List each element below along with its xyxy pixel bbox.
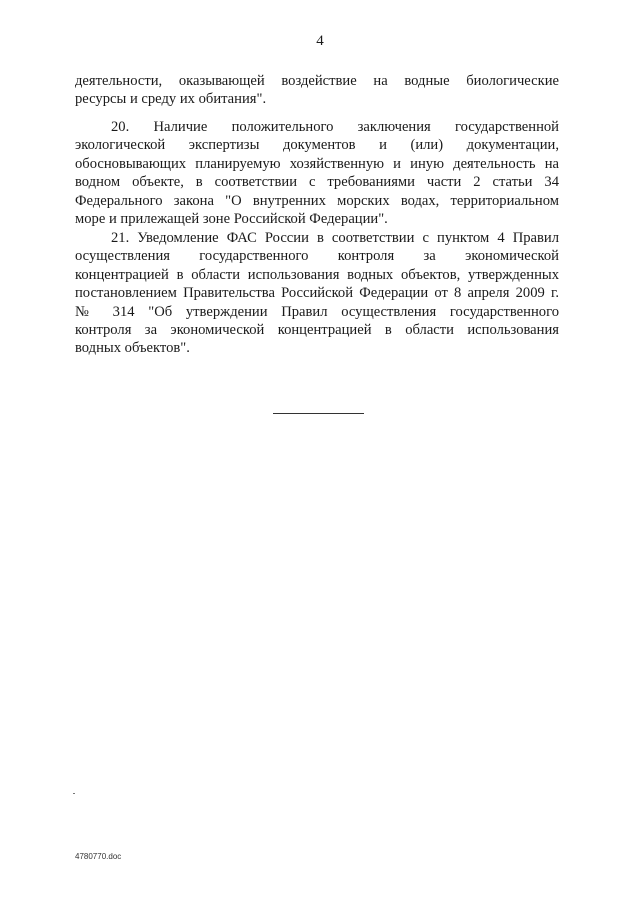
item-20-paragraph <box>75 118 559 228</box>
paragraph-continuation <box>75 72 559 109</box>
text-line: водных объектов". <box>75 340 190 357</box>
item-21-paragraph <box>75 229 559 358</box>
text-line: контроля за экономической концентрацией в области использования <box>75 321 559 338</box>
text-line: 20. Наличие положительного заключения государственной <box>111 119 559 135</box>
footer-document-code: 4780770.doc <box>75 852 122 861</box>
scan-mark <box>73 793 75 794</box>
text-line: водном объекте, в соответствии с требованиями части 2 статьи 34 <box>75 174 559 191</box>
text-line: обосновывающих планируемую хозяйственную и иную деятельность на <box>75 155 559 172</box>
text-line: осуществления государственного контроля за экономической <box>75 248 559 265</box>
text-line: 21. Уведомление ФАС России в соответствии с пунктом 4 Правил <box>111 230 559 246</box>
text-line: № 314 "Об утверждении Правил осуществления государственного <box>75 303 559 320</box>
text-line: деятельности, оказывающей воздействие на водные биологические <box>75 73 559 89</box>
text-line: экологической экспертизы документов и (или) документации, <box>75 137 559 154</box>
text-line: Федерального закона "О внутренних морских водах, территориальном <box>75 192 559 209</box>
text-line: ресурсы и среду их обитания". <box>75 91 267 108</box>
end-separator-line <box>273 413 364 414</box>
text-line: концентрацией в области использования водных объектов, утвержденных <box>75 266 559 283</box>
text-line: постановлением Правительства Российской Федерации от 8 апреля 2009 г. <box>75 285 559 302</box>
text-line: море и прилежащей зоне Российской Федерации". <box>75 210 388 227</box>
page-number: 4 <box>316 33 324 49</box>
